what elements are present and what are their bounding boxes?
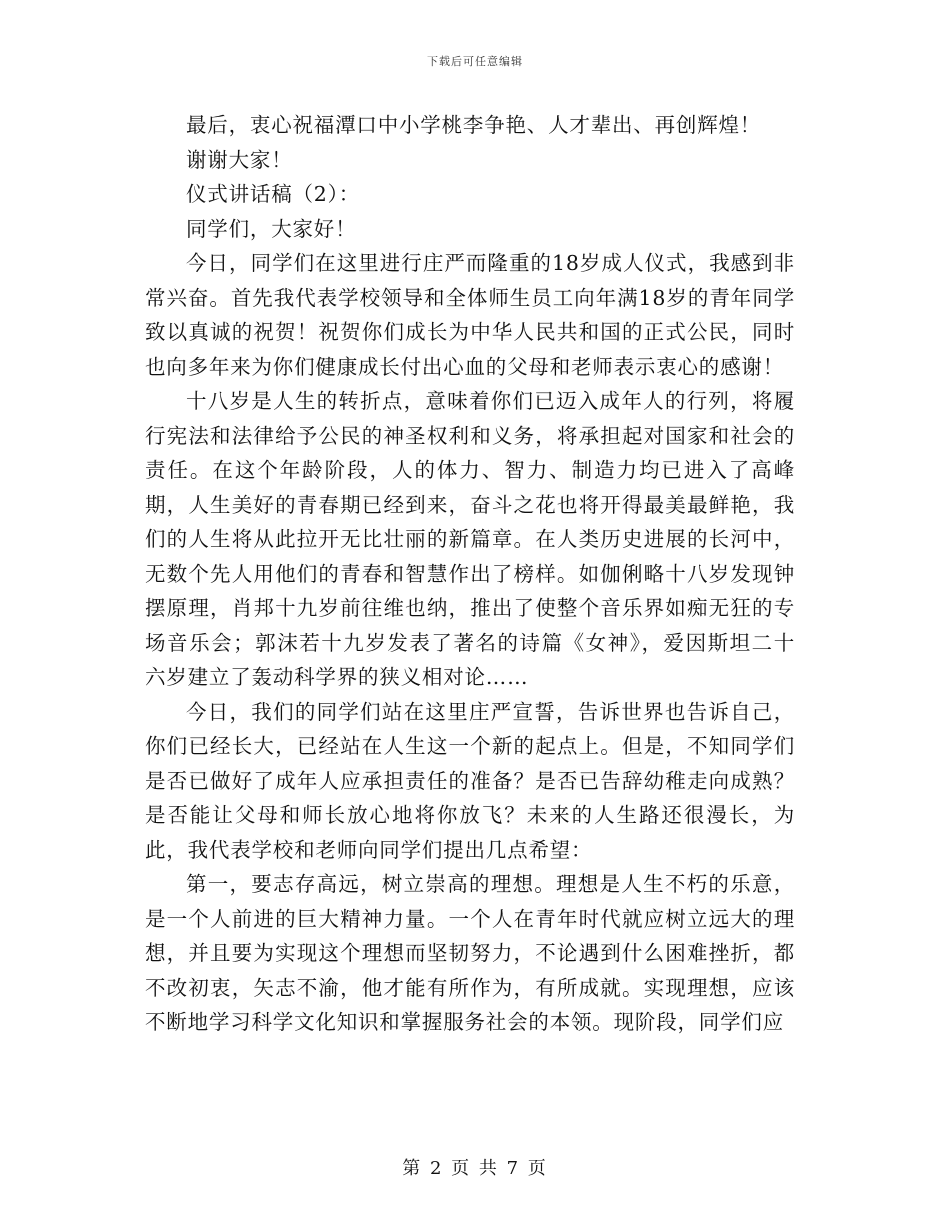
greeting-paragraph: 同学们，大家好！ — [186, 216, 357, 241]
thanks-paragraph: 谢谢大家！ — [186, 147, 293, 172]
body-paragraph: 今日，我们的同学们站在这里庄严宣誓，告诉世界也告诉自己，你们已经长大，已经站在人生这一个新的起点上。但是，不知同学们是否已做好了成年人应承担责任的准备？是否已告辞幼稚走向成熟？是否能让父母和师长放心地将你放飞？未来的人生路还很漫长，为此，我代表学校和老师向同学们提出几点希望： — [145, 699, 795, 862]
body-paragraph: 十八岁是人生的转折点，意味着你们已迈入成年人的行列，将履行宪法和法律给予公民的神圣权利和义务，将承担起对国家和社会的责任。在这个年龄阶段，人的体力、智力、制造力均已进入了高峰期，人生美好的青春期已经到来，奋斗之花也将开得最美最鲜艳，我们的人生将从此拉开无比壮丽的新篇章。在人类历史进展的长河中，无数个先人用他们的青春和智慧作出了榜样。如伽俐略十八岁发现钟摆原理，肖邦十九岁前往维也纳，推出了使整个音乐界如痴无狂的专场音乐会；郭沫若十九岁发表了著名的诗篇《女神》，爱因斯坦二十六岁建立了轰动科学界的狭义相对论…… — [145, 389, 795, 689]
closing-blessing-paragraph: 最后，衷心祝福潭口中小学桃李争艳、人才辈出、再创辉煌！ — [186, 113, 762, 137]
page-number-footer: 第 2 页 共 7 页 — [402, 1158, 548, 1179]
body-paragraph: 第一，要志存高远，树立崇高的理想。理想是人生不朽的乐意，是一个人前进的巨大精神力量。一个人在青年时代就应树立远大的理想，并且要为实现这个理想而坚韧努力，不论遇到什么困难挫折，都不改初衷，矢志不渝，他才能有所作为，有所成就。实现理想，应该不断地学习科学文化知识和掌握服务社会的本领。现阶段，同学们应 — [145, 872, 795, 1034]
page-header: 下载后可任意编辑 — [427, 55, 523, 68]
speech-title: 仪式讲话稿（2）： — [186, 182, 360, 206]
document-body — [145, 108, 795, 1040]
body-paragraph: 今日，同学们在这里进行庄严而隆重的18岁成人仪式，我感到非常兴奋。首先我代表学校领导和全体师生员工向年满18岁的青年同学致以真诚的祝贺！祝贺你们成长为中华人民共和国的正式公民，同时也向多年来为你们健康成长付出心血的父母和老师表示衷心的感谢！ — [145, 251, 795, 379]
